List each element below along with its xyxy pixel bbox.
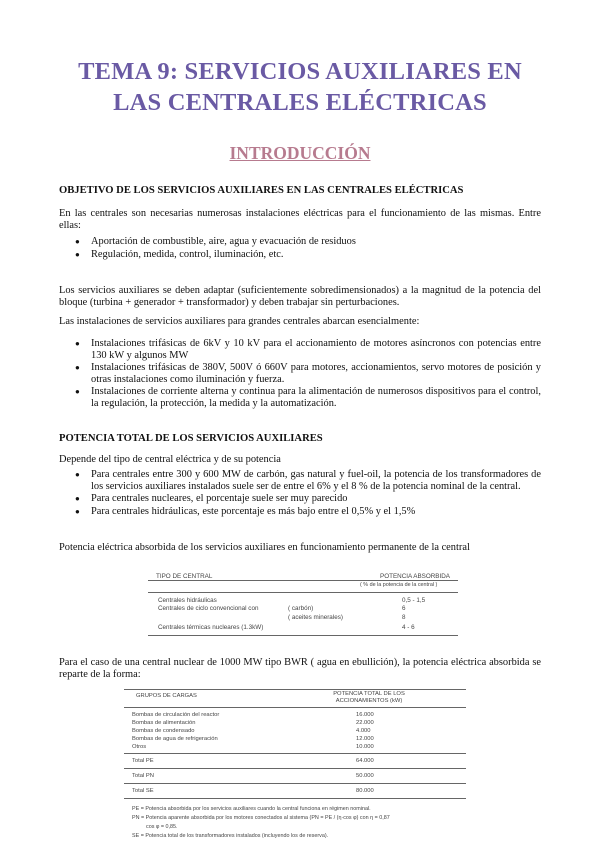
table-cell: 10.000	[356, 744, 374, 750]
table2-caption: Para el caso de una central nuclear de 1000 MW tipo BWR ( agua en ebullición), la potencia eléctrica absorbida se reparte de la forma:	[59, 657, 541, 681]
table-rule	[124, 783, 466, 784]
table-cell: 50.000	[356, 773, 374, 779]
table-rule	[124, 707, 466, 708]
list-item: ● Instalaciones de corriente alterna y continua para la alimentación de numerosos dispositivos para el control, la regulación, la protección, la medida y la automatización.	[59, 386, 541, 409]
table-rule	[148, 592, 458, 593]
table-rule	[124, 798, 466, 799]
table-rule	[124, 689, 466, 690]
table-note: PN = Potencia aparente absorbida por los motores conectados al sistema (PN = PE / (η·cos φ) con η = 0,87	[132, 815, 390, 821]
table-cell: 8	[402, 614, 406, 621]
table-rule	[148, 580, 458, 581]
section1-paragraph-2: Los servicios auxiliares se deben adaptar (suficientemente sobredimensionados) a la magnitud de la potencia del bloque (turbina + generador + transformador) y deben trabajar sin perturbaciones.	[59, 285, 541, 309]
table-cell: 64.000	[356, 758, 374, 764]
table1-col2-header: POTENCIA ABSORBIDA	[380, 573, 450, 580]
page-title	[40, 56, 560, 118]
table-cell: Bombas de alimentación	[132, 720, 196, 726]
section2-bullets	[59, 469, 541, 518]
table-note: SE = Potencia total de los transformadores instalados (incluyendo los de reserva).	[132, 833, 329, 839]
list-item: ● Para centrales entre 300 y 600 MW de carbón, gas natural y fuel-oil, la potencia de los transformadores de los servicios auxiliares instalados suele ser de entre el 6% y el 8 % de la potencia nominal de la central.	[59, 469, 541, 492]
list-item: ● Para centrales hidráulicas, este porcentaje es más bajo entre el 0,5% y el 1,5%	[59, 506, 541, 518]
table-note: cos φ = 0,85.	[146, 824, 178, 830]
table2-col2-header: POTENCIA TOTAL DE LOS ACCIONAMIENTOS (kW)	[333, 691, 405, 704]
table2-col1-header: GRUPOS DE CARGAS	[136, 693, 197, 699]
table-cell: ( carbón)	[288, 605, 314, 612]
table-cell: Bombas de condensado	[132, 728, 195, 734]
table-cell: Centrales de ciclo convencional con	[158, 605, 259, 612]
table-cell: 0,5 - 1,5	[402, 597, 426, 604]
table-cell: 22.000	[356, 720, 374, 726]
table-cell: Centrales térmicas nucleares (1.3kW)	[158, 624, 264, 631]
list-item: ● Instalaciones trifásicas de 6kV y 10 kV para el accionamiento de motores asíncronos con potencias entre 130 kW y algunos MW	[59, 338, 541, 361]
list-item: ● Regulación, medida, control, iluminación, etc.	[59, 249, 541, 261]
table-note: PE = Potencia absorbida por los servicios auxiliares cuando la central funciona en régimen nominal.	[132, 806, 371, 812]
table-rule	[148, 635, 458, 636]
table1-caption: Potencia eléctrica absorbida de los servicios auxiliares en funcionamiento permanente de la central	[59, 542, 470, 553]
table-cell: Centrales hidráulicas	[158, 597, 217, 604]
table1-col2-sub: ( % de la potencia de la central )	[360, 582, 438, 588]
section1-bullets-2	[59, 338, 541, 411]
section2-intro: Depende del tipo de central eléctrica y de su potencia	[59, 454, 281, 465]
table-cell: 6	[402, 605, 406, 612]
title-line-1: TEMA 9: SERVICIOS AUXILIARES EN	[78, 58, 522, 85]
table1-col1-header: TIPO DE CENTRAL	[156, 573, 213, 580]
list-item: ● Aportación de combustible, aire, agua y evacuación de residuos	[59, 236, 541, 248]
table-1	[148, 573, 458, 639]
table-rule	[124, 768, 466, 769]
list-item: ● Para centrales nucleares, el porcentaje suele ser muy parecido	[59, 493, 541, 505]
table-cell: Total PE	[132, 758, 154, 764]
table-cell: 4.000	[356, 728, 371, 734]
title-line-2: LAS CENTRALES ELÉCTRICAS	[113, 89, 487, 116]
table-rule	[124, 753, 466, 754]
section-subtitle: INTRODUCCIÓN	[229, 143, 371, 163]
list-item: ● Instalaciones trifásicas de 380V, 500V ó 660V para motores, accionamientos, servo motores de posición y otras instalaciones como iluminación y fuerza.	[59, 362, 541, 385]
section2-heading: POTENCIA TOTAL DE LOS SERVICIOS AUXILIARES	[59, 433, 323, 444]
table-cell: Bombas de agua de refrigeración	[132, 736, 218, 742]
table-cell: 16.000	[356, 712, 374, 718]
table-cell: Otros	[132, 744, 147, 750]
table-cell: Total PN	[132, 773, 154, 779]
table-cell: Bombas de circulación del reactor	[132, 712, 220, 718]
table-2	[124, 688, 466, 846]
table-cell: Total SE	[132, 788, 154, 794]
table-cell: 4 - 6	[402, 624, 415, 631]
table-cell: 12.000	[356, 736, 374, 742]
section1-heading: OBJETIVO DE LOS SERVICIOS AUXILIARES EN LAS CENTRALES ELÉCTRICAS	[59, 185, 464, 196]
section1-intro: En las centrales son necesarias numerosas instalaciones eléctricas para el funcionamiento de las mismas. Entre ellas:	[59, 208, 541, 232]
table-cell: ( aceites minerales)	[288, 614, 343, 621]
table-cell: 80.000	[356, 788, 374, 794]
section1-paragraph-3: Las instalaciones de servicios auxiliares para grandes centrales abarcan esencialmente:	[59, 316, 420, 327]
section1-bullets	[59, 236, 541, 261]
